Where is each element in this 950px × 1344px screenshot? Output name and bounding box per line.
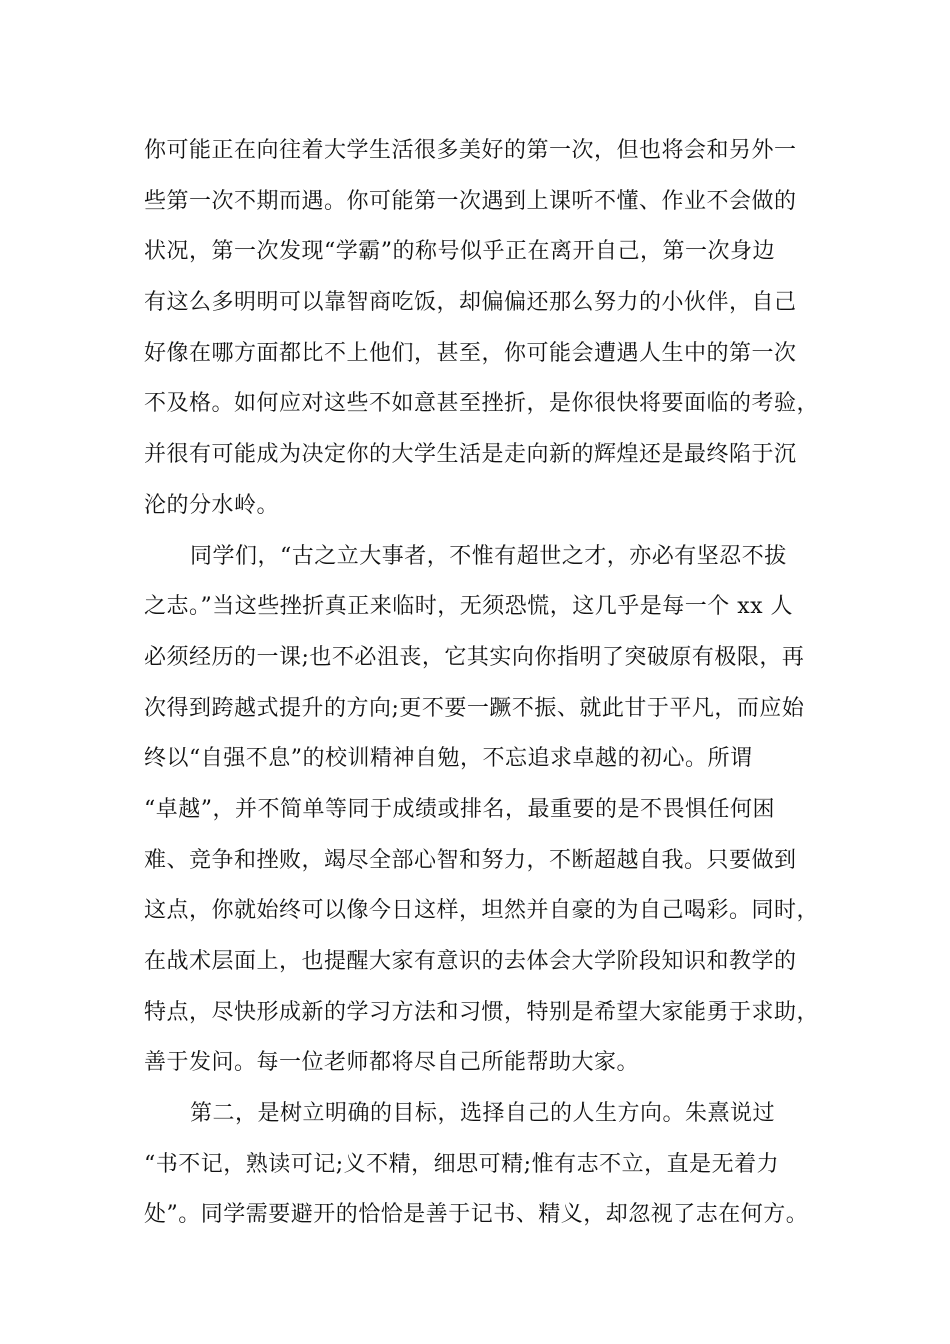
text-line: 你可能正在向往着大学生活很多美好的第一次，但也将会和另外一 [144,138,797,163]
text-line: “卓越”，并不简单等同于成绩或排名，最重要的是不畏惧任何困 [144,796,775,822]
text-line: 终以“自强不息”的校训精神自勉，不忘追求卓越的初心。所谓 [144,746,753,772]
text-line: 同学们，“古之立大事者，不惟有超世之才，亦必有坚忍不拔 [190,543,787,569]
text-line: 必须经历的一课;也不必沮丧，它其实向你指明了突破原有极限，再 [144,644,805,670]
text-line: 这点，你就始终可以像今日这样，坦然并自豪的为自己喝彩。同时， [144,898,820,924]
text-line: “书不记，熟读可记;义不精，细思可精;惟有志不立，直是无着力 [144,1151,780,1177]
text-line: 之志。”当这些挫折真正来临时，无须恐慌，这几乎是每一个 xx 人 [144,594,794,620]
text-line: 难、竞争和挫败，竭尽全部心智和努力，不断超越自我。只要做到 [144,847,797,873]
text-line: 不及格。如何应对这些不如意甚至挫折，是你很快将要面临的考验， [144,391,820,417]
text-line: 有这么多明明可以靠智商吃饭，却偏偏还那么努力的小伙伴，自己 [144,290,797,316]
paragraph-2 [144,532,824,1090]
text-line: 特点，尽快形成新的学习方法和习惯，特别是希望大家能勇于求助， [144,999,820,1025]
document-body [144,126,824,1241]
text-line: 善于发问。每一位老师都将尽自己所能帮助大家。 [144,1050,640,1076]
text-line: 好像在哪方面都比不上他们，甚至，你可能会遭遇人生中的第一次 [144,340,797,366]
text-line: 并很有可能成为决定你的大学生活是走向新的辉煌还是最终陷于沉 [144,442,797,468]
text-line: 第二，是树立明确的目标，选择自己的人生方向。朱熹说过 [190,1101,776,1127]
text-line: 处”。同学需要避开的恰恰是善于记书、精义，却忽视了志在何方。 [144,1202,809,1228]
text-line: 沦的分水岭。 [144,492,280,518]
text-line: 在战术层面上，也提醒大家有意识的去体会大学阶段知识和教学的 [144,949,797,974]
paragraph-1 [144,126,824,532]
text-line: 状况，第一次发现“学霸”的称号似乎正在离开自己，第一次身边 [144,239,775,265]
text-line: 些第一次不期而遇。你可能第一次遇到上课听不懂、作业不会做的 [144,188,797,214]
text-line: 次得到跨越式提升的方向;更不要一蹶不振、就此甘于平凡，而应始 [144,695,805,721]
paragraph-3 [144,1089,824,1241]
